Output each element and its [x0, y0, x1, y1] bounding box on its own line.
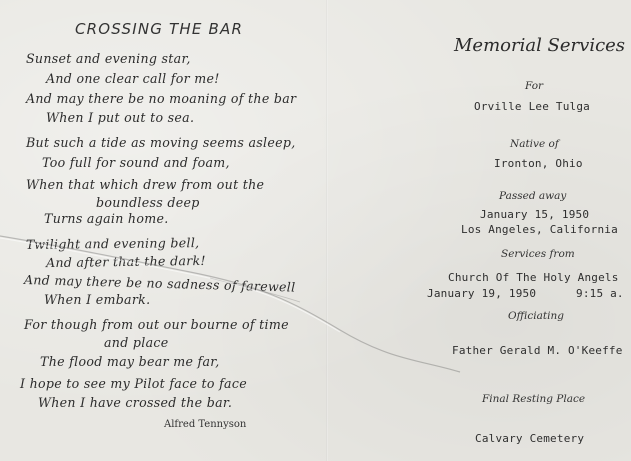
poem-line: When that which drew from out the	[26, 177, 265, 192]
poem-line: When I embark.	[44, 292, 151, 307]
service-time: 9:15 a.	[576, 287, 624, 300]
poem-line: Too full for sound and foam,	[42, 155, 230, 170]
poem-line: But such a tide as moving seems asleep,	[26, 135, 296, 150]
resting-label: Final Resting Place	[482, 393, 586, 405]
officiant-name: Father Gerald M. O'Keeffe	[452, 344, 623, 357]
poem-line: Turns again home.	[44, 211, 169, 226]
officiating-label: Officiating	[508, 310, 564, 322]
poem-line: boundless deep	[96, 195, 200, 210]
poem-line: Sunset and evening star,	[26, 51, 191, 66]
church-name: Church Of The Holy Angels	[448, 271, 619, 284]
poem-author: Alfred Tennyson	[164, 419, 247, 430]
poem-line: For though from out our bourne of time	[24, 317, 289, 332]
passed-place: Los Angeles, California	[461, 223, 618, 236]
services-label: Services from	[501, 248, 575, 260]
poem-line: The flood may bear me far,	[40, 354, 220, 369]
poem-line: And after that the dark!	[45, 252, 206, 271]
poem-line: When I have crossed the bar.	[38, 395, 233, 410]
native-label: Native of	[510, 138, 559, 150]
passed-date: January 15, 1950	[480, 208, 590, 221]
cemetery-name: Calvary Cemetery	[475, 432, 585, 445]
deceased-name: Orville Lee Tulga	[474, 100, 590, 113]
service-date: January 19, 1950	[427, 287, 537, 300]
poem-line: I hope to see my Pilot face to face	[20, 376, 247, 391]
poem-title: CROSSING THE BAR	[75, 20, 244, 38]
poem-line: and place	[104, 335, 169, 350]
for-label: For	[525, 80, 544, 92]
program-heading: Memorial Services	[454, 35, 626, 56]
passed-label: Passed away	[499, 190, 567, 202]
poem-line: Twilight and evening bell,	[25, 235, 200, 252]
native-place: Ironton, Ohio	[494, 157, 583, 170]
fold-crease	[326, 0, 328, 461]
poem-line: And one clear call for me!	[46, 71, 220, 86]
poem-line: And may there be no moaning of the bar	[26, 91, 297, 106]
poem-line: And may there be no sadness of farewell	[23, 272, 296, 295]
poem-line: When I put out to sea.	[46, 110, 195, 125]
